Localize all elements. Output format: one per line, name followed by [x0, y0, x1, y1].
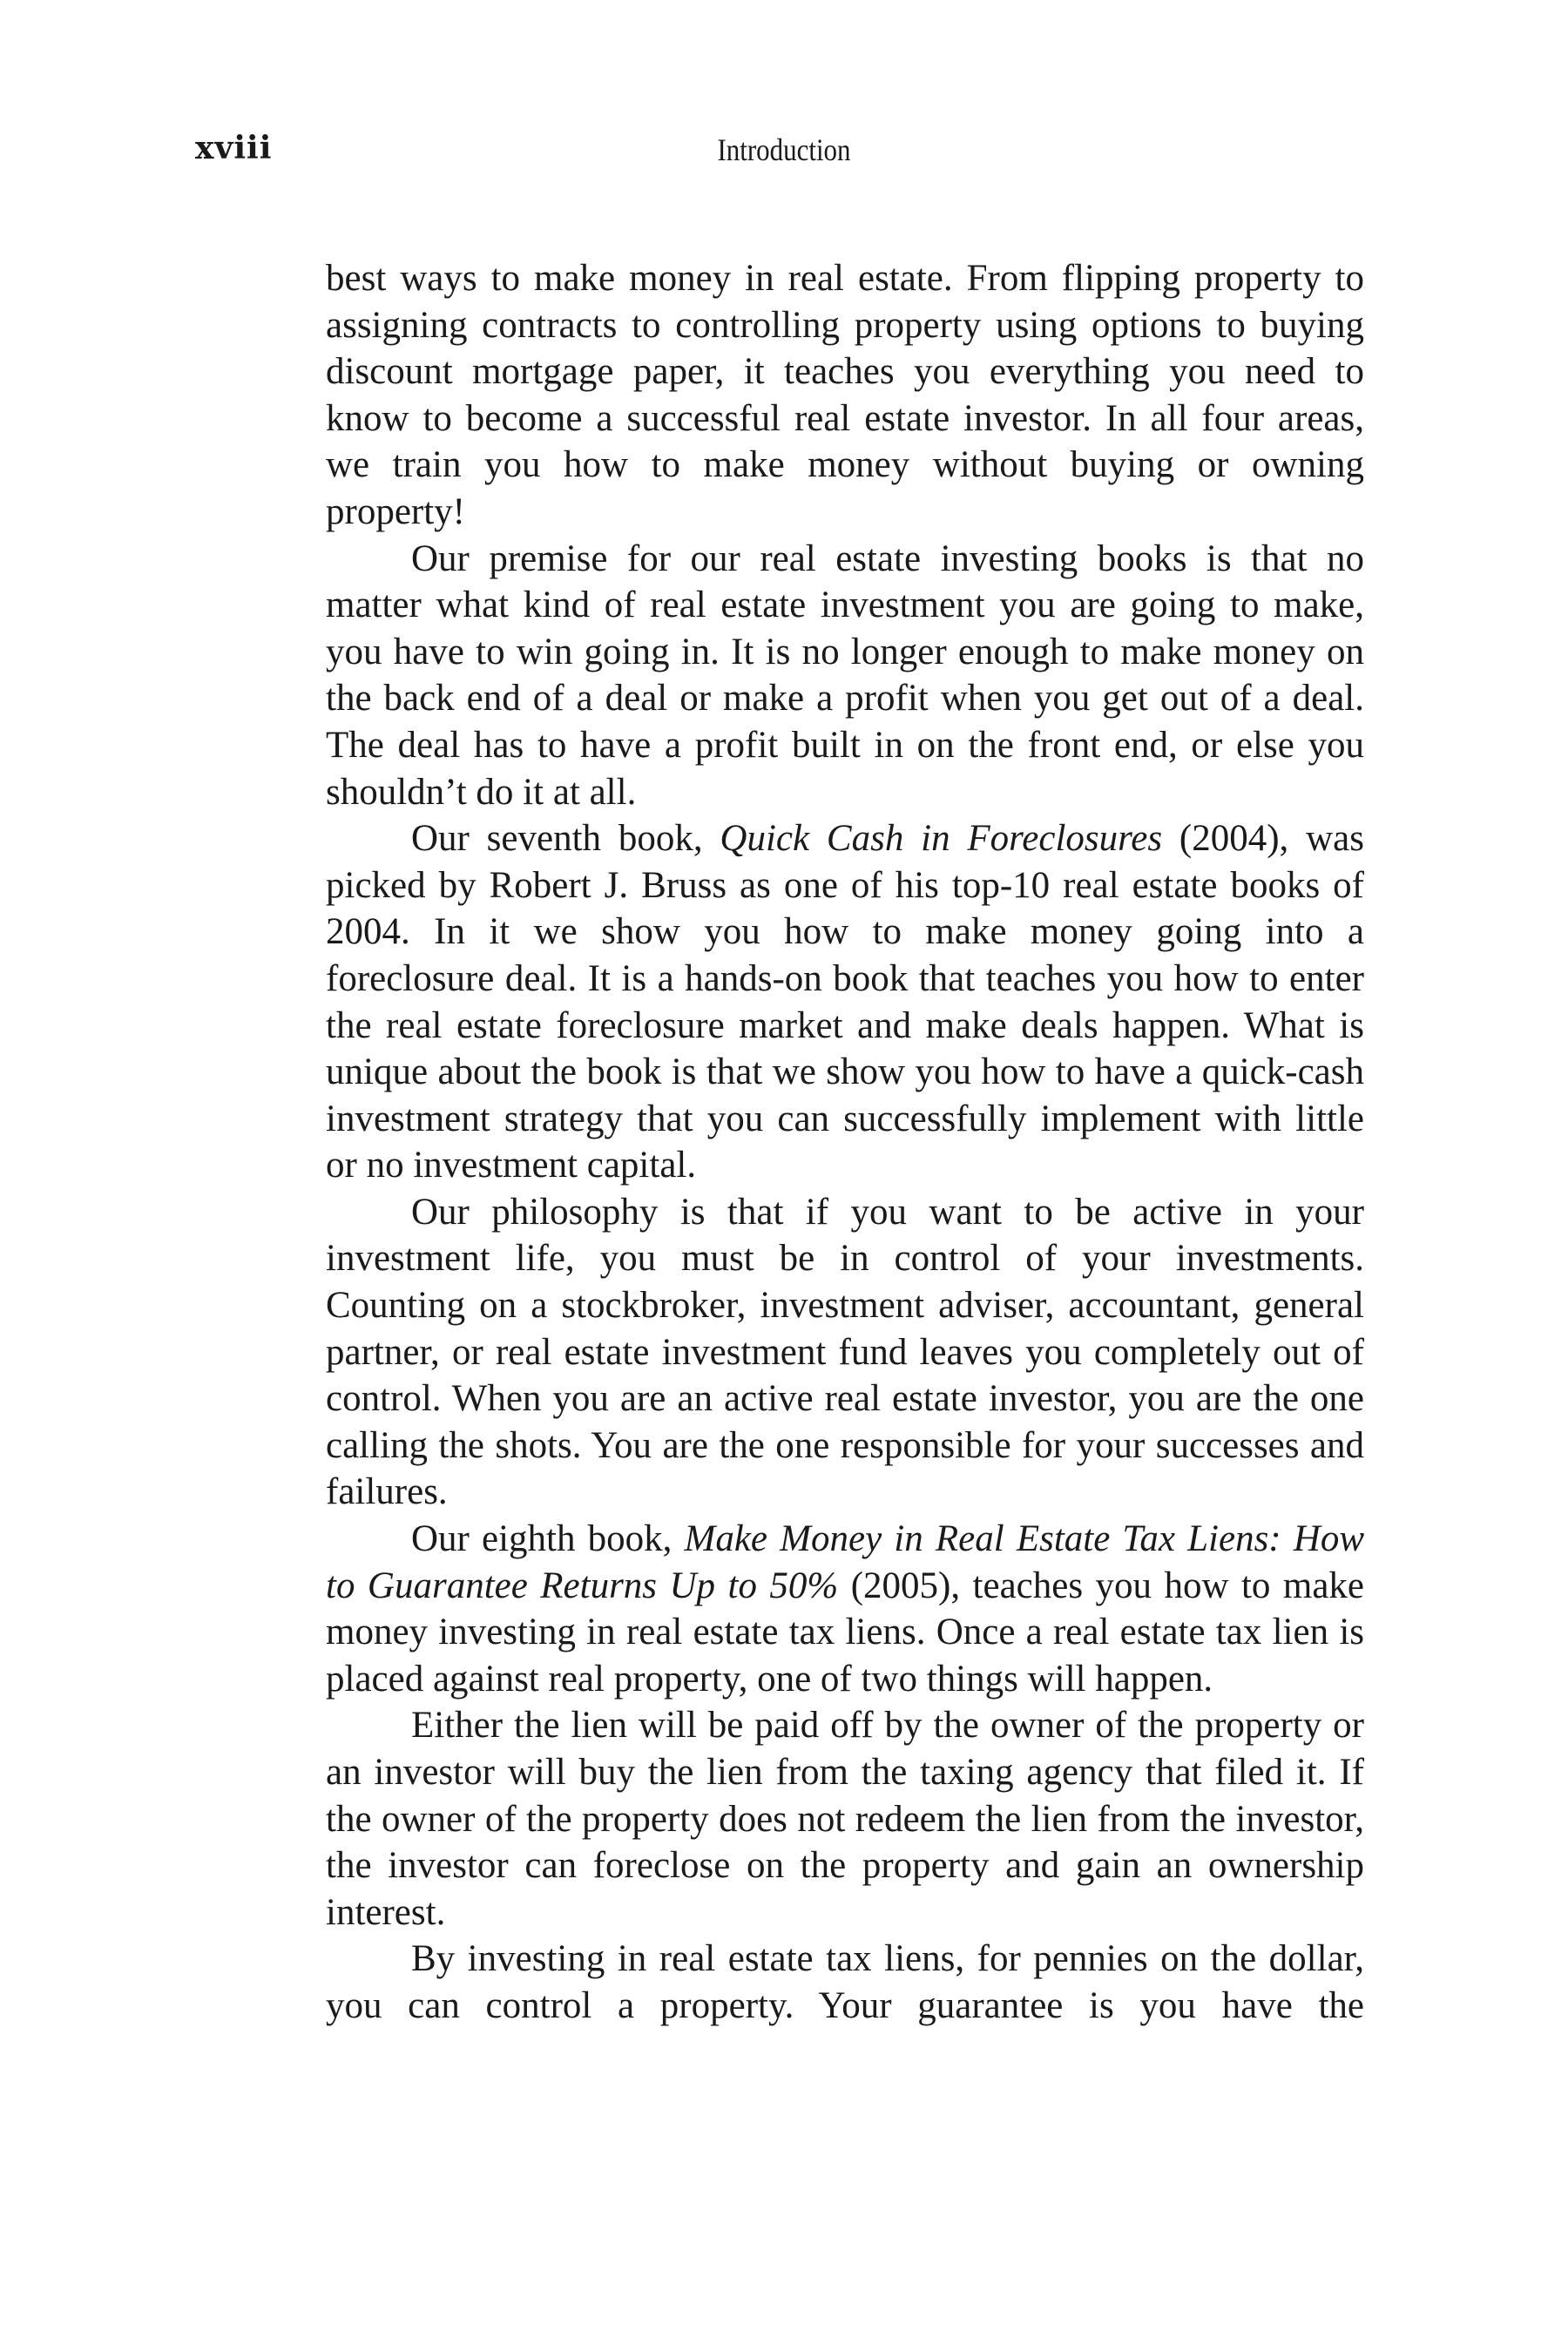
page-number: xviii — [195, 130, 273, 166]
paragraph-text: Our eighth book, — [411, 1518, 685, 1560]
paragraph: best ways to make money in real estate. From flipping property to assigning contracts to controlling property using options to buying discount mortgage paper, it teaches you everything you need to know to become a successful real estate investor. In all four areas, we train you how to make money without buying or owning property! — [326, 258, 1364, 532]
running-head: Introduction — [717, 132, 851, 167]
book-title: Make Money in Real Estate Tax Liens: How to Guarantee Returns Up to 50% — [326, 1518, 1364, 1606]
paragraph: Our philosophy is that if you want to be active in your investment life, you must be in control of your investments. Counting on a stockbroker, investment adviser, accountant, general partner, or real estate investment fund leaves you completely out of control. When you are an active real estate investor, you are the one calling the shots. You are the one responsible for your successes and failures. — [326, 1191, 1364, 1513]
paragraph-text: (2004), was picked by Robert J. Bruss as one of his top-10 real estate books of 2004. In it we show you how to make money going into a foreclosure deal. It is a hands-on book that teaches you how to enter the real estate foreclosure market and make deals happen. What is unique about the book is that we show you how to have a quick-cash investment strategy that you can successfully implement with little or no investment capital. — [326, 818, 1364, 1186]
body-text — [326, 255, 1364, 2030]
paragraph — [326, 815, 1364, 1189]
paragraph: Either the lien will be paid off by the owner of the property or an investor will buy the lien from the taxing agency that filed it. If the owner of the property does not redeem the lien from the investor, the investor can foreclose on the property and gain an ownership interest. — [326, 1705, 1364, 1933]
paragraph: Our premise for our real estate investing books is that no matter what kind of real estate investment you are going to make, you have to win going in. It is no longer enough to make money on the back end of a deal or make a profit when you get out of a deal. The deal has to have a profit built in on the front end, or else you shouldn’t do it at all. — [326, 537, 1364, 813]
paragraph — [326, 1516, 1364, 1702]
paragraph-text: Our seventh book, — [411, 818, 720, 860]
paragraph-text: (2005), teaches you how to make money investing in real estate tax liens. Once a real estate tax lien is placed against real property, one of two things will happen. — [326, 1565, 1365, 1700]
book-title: Quick Cash in Foreclosures — [720, 818, 1163, 860]
paragraph: By investing in real estate tax liens, for pennies on the dollar, you can control a property. Your guarantee is you have the — [326, 1938, 1364, 2026]
